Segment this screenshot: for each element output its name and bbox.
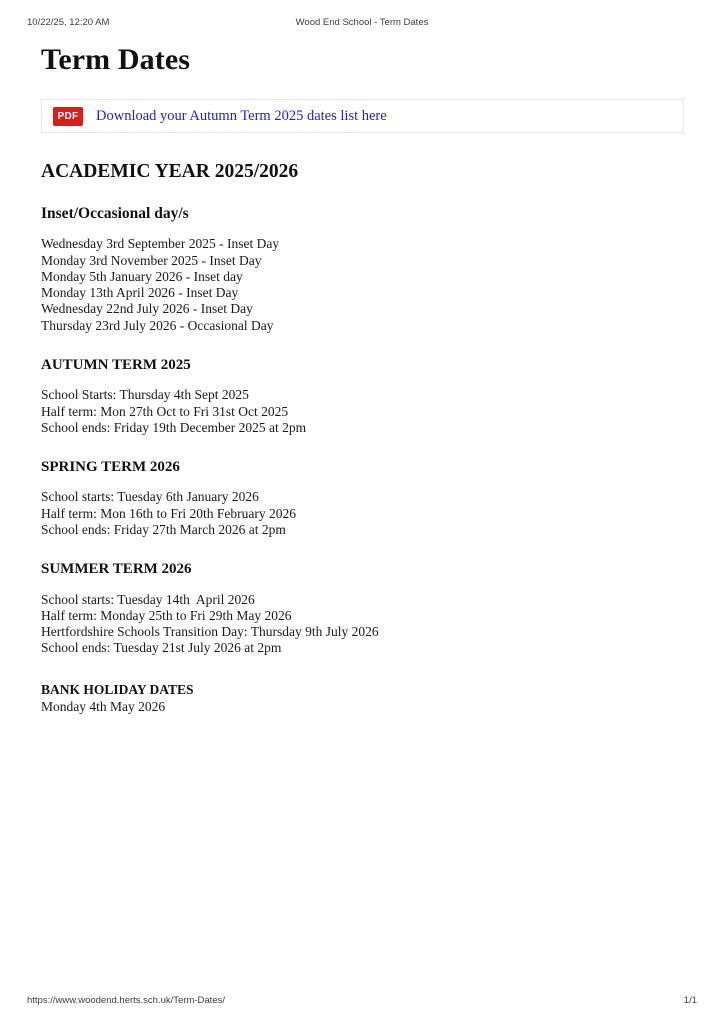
spring-term-details [41,476,685,538]
autumn-term-details [41,374,685,436]
list-item: School ends: Friday 27th March 2026 at 2pm [41,522,286,537]
list-item: Monday 4th May 2026 [41,698,166,714]
list-item: Monday 13th April 2026 - Inset Day [41,285,239,301]
summer-term-heading: SUMMER TERM 2026 [41,561,192,578]
inset-days-heading: Inset/Occasional day/s [41,205,189,223]
page-title: Term Dates [41,43,191,76]
bank-holiday-details [41,698,685,715]
list-item: School Starts: Thursday 4th Sept 2025 [41,387,249,403]
pdf-download-callout[interactable] [41,99,684,133]
list-item: School ends: Tuesday 21st July 2026 at 2pm [41,640,282,656]
list-item: School starts: Tuesday 6th January 2026 [41,489,259,505]
list-item: Monday 5th January 2026 - Inset day [41,268,243,284]
summer-term-details [41,579,685,657]
academic-year-heading: ACADEMIC YEAR 2025/2026 [41,161,299,182]
list-item: School starts: Tuesday 14th April 2026 [41,591,255,607]
document-body [41,0,685,715]
print-document-title: Wood End School - Term Dates [295,17,429,28]
list-item: Half term: Mon 16th to Fri 20th February 2026 [41,505,296,521]
list-item: Monday 3rd November 2025 - Inset Day [41,252,262,268]
print-date-time: 10/22/25, 12:20 AM [27,17,110,28]
print-source-url: https://www.woodend.herts.sch.uk/Term-Dates/ [27,995,225,1006]
list-item: School ends: Friday 19th December 2025 at 2pm [41,419,307,435]
list-item: Wednesday 3rd September 2025 - Inset Day [41,236,280,252]
autumn-term-heading: AUTUMN TERM 2025 [41,357,191,374]
spring-term-heading: SPRING TERM 2026 [41,459,180,476]
list-item: Half term: Mon 27th Oct to Fri 31st Oct 2025 [41,403,289,419]
bank-holiday-heading: BANK HOLIDAY DATES [41,681,194,697]
list-item: Wednesday 22nd July 2026 - Inset Day [41,301,253,317]
list-item: Half term: Monday 25th to Fri 29th May 2026 [41,607,292,623]
list-item: Hertfordshire Schools Transition Day: Thursday 9th July 2026 [41,624,379,640]
list-item: Thursday 23rd July 2026 - Occasional Day [41,317,274,333]
inset-days-list [41,223,685,334]
print-footer [0,995,724,1007]
print-page-number: 1/1 [683,995,697,1006]
pdf-download-link[interactable]: Download your Autumn Term 2025 dates list here [96,107,387,124]
pdf-icon: PDF [53,107,83,126]
